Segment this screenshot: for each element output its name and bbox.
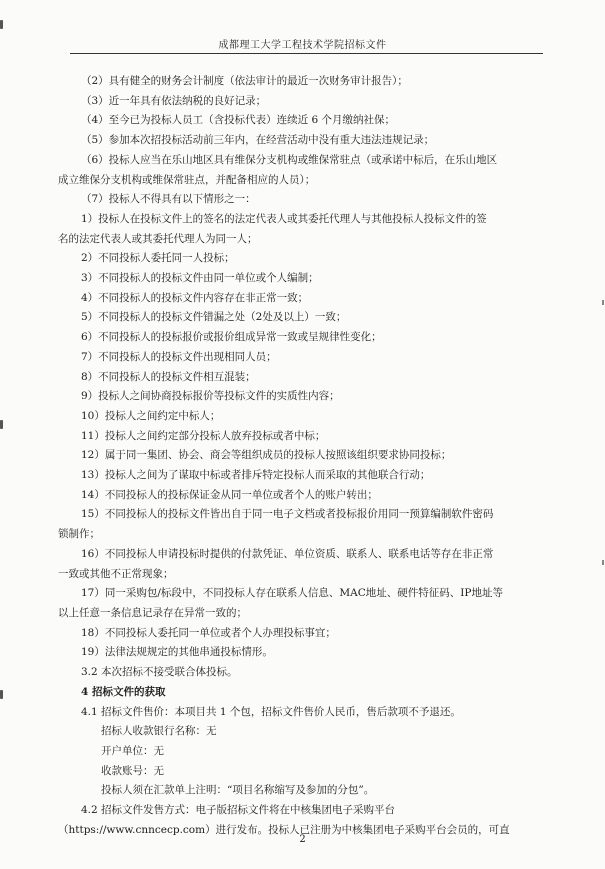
text-line: 6）不同投标人的投标报价或报价组成异常一致或呈规律性变化； xyxy=(81,331,382,344)
text-line: 18）不同投标人委托同一单位或者个人办理投标事宜； xyxy=(81,626,336,639)
text-line: 2）不同投标人委托同一人投标； xyxy=(81,252,235,265)
text-line: 5）不同投标人的投标文件错漏之处（2处及以上）一致； xyxy=(81,311,347,324)
text-line: 8）不同投标人的投标文件相互混装； xyxy=(81,370,256,383)
text-line: 4.2 招标文件发售方式：电子版招标文件将在中核集团电子采购平台 xyxy=(81,804,396,817)
text-line: 7）不同投标人的投标文件出现相同人员； xyxy=(81,350,277,363)
text-line: 17）同一采购包/标段中，不同投标人存在联系人信息、MAC地址、硬件特征码、IP地址等 xyxy=(81,587,503,600)
header-divider xyxy=(70,53,543,54)
text-line: 名的法定代表人或其委托代理人为同一人； xyxy=(58,232,258,245)
text-line: 13）投标人之间为了谋取中标或者排斥特定投标人而采取的其他联合行动； xyxy=(81,469,431,482)
scan-mark xyxy=(0,690,3,699)
text-line: 15）不同投标人的投标文件皆出自于同一电子文档或者投标报价用同一预算编制软件密码 xyxy=(81,508,494,521)
text-line: 收款账号：无 xyxy=(101,764,164,777)
text-line: （3）近一年具有依法纳税的良好记录； xyxy=(81,94,267,107)
text-line: （https://www.cnncecp.com）进行发布。投标人已注册为中核集团电子采购平台会员的，可直 xyxy=(58,823,510,836)
text-line: 锁制作； xyxy=(58,528,100,541)
text-line: 4.1 招标文件售价：本项目共 1 个包，招标文件售价人民币，售后款项不予退还。 xyxy=(81,705,461,718)
text-line: 16）不同投标人申请投标时提供的付款凭证、单位资质、联系人、联系电话等存在非正常 xyxy=(81,547,494,560)
text-line: （7）投标人不得具有以下情形之一： xyxy=(81,193,256,206)
text-line: （5）参加本次招投标活动前三年内，在经营活动中没有重大违法违规记录； xyxy=(81,134,435,147)
scan-mark xyxy=(0,420,3,429)
text-line: 3）不同投标人的投标文件由同一单位或个人编制； xyxy=(81,272,319,285)
text-line: （6）投标人应当在乐山地区具有维保分支机构或维保常驻点（或承诺中标后，在乐山地区 xyxy=(81,153,498,166)
scan-mark xyxy=(602,300,604,305)
text-line: 10）投标人之间约定中标人； xyxy=(81,409,221,422)
scan-mark xyxy=(602,560,604,565)
text-line: 以上任意一条信息记录存在异常一致的； xyxy=(58,606,247,619)
text-line: （2）具有健全的财务会计制度（依法审计的最近一次财务审计报告）； xyxy=(81,75,408,87)
text-line: 一致或其他不正常现象； xyxy=(58,567,174,580)
document-body xyxy=(58,72,558,840)
text-line: 招标人收款银行名称：无 xyxy=(101,725,217,738)
page-number: 2 xyxy=(299,834,306,845)
text-line: 1）投标人在投标文件上的签名的法定代表人或其委托代理人与其他投标人投标文件的签 xyxy=(81,212,487,225)
text-line: 19）法律法规规定的其他串通投标情形。 xyxy=(81,646,273,659)
text-line: 14）不同投标人的投标保证金从同一单位或者个人的账户转出； xyxy=(81,488,378,501)
text-line: 投标人须在汇款单上注明：“项目名称缩写及参加的分包”。 xyxy=(101,784,375,797)
scan-mark xyxy=(0,20,3,29)
text-line: 12）属于同一集团、协会、商会等组织成员的投标人按照该组织要求协同投标； xyxy=(81,449,452,462)
text-line: 11）投标人之间约定部分投标人放弃投标或者中标； xyxy=(81,429,326,442)
section-heading: 4 招标文件的获取 xyxy=(81,685,166,698)
text-line: 4）不同投标人的投标文件内容存在非正常一致； xyxy=(81,291,309,304)
text-line: （4）至今已为投标人员工（含投标代表）连续近 6 个月缴纳社保； xyxy=(81,114,396,127)
text-line: 3.2 本次招标不接受联合体投标。 xyxy=(81,666,238,679)
text-line: 9）投标人之间协商投标报价等投标文件的实质性内容； xyxy=(81,390,340,403)
text-line: 开户单位：无 xyxy=(101,744,164,757)
text-line: 成立维保分支机构或维保常驻点，并配备相应的人员）； xyxy=(58,173,316,186)
page-header: 成都理工大学工程技术学院招标文件 xyxy=(218,40,387,51)
